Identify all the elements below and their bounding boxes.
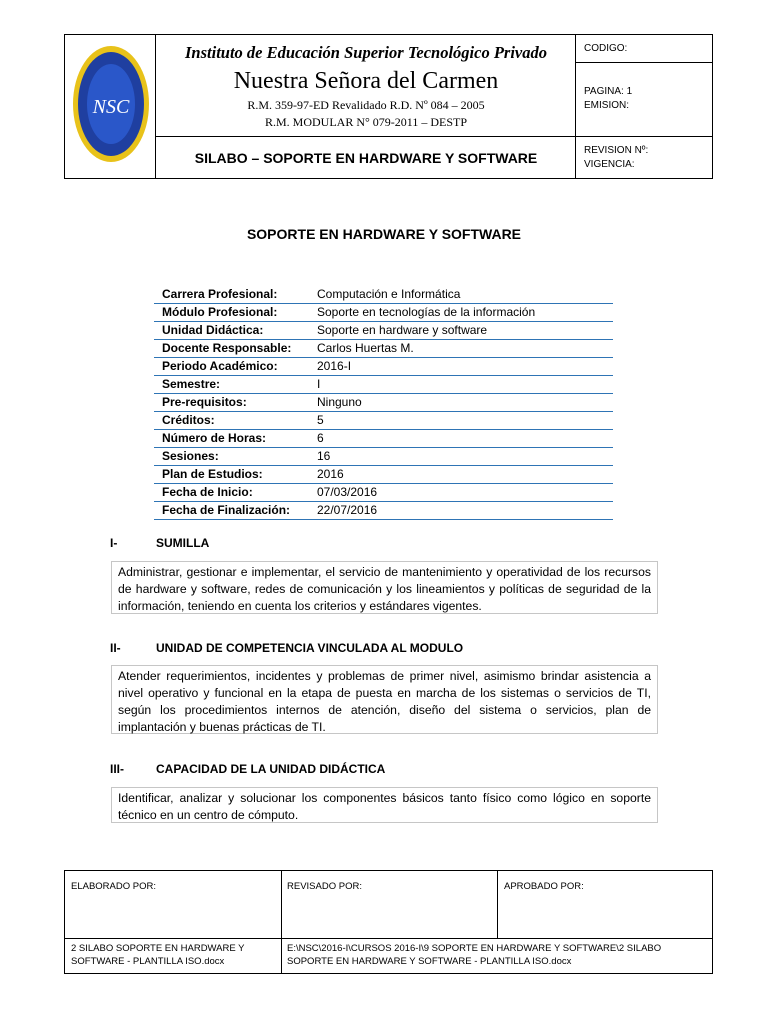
info-value: 6 — [317, 431, 324, 445]
info-row — [154, 376, 613, 394]
info-value: Soporte en tecnologías de la información — [317, 305, 536, 319]
section-number: I- — [110, 536, 118, 550]
footer-divider — [497, 871, 498, 939]
info-row — [154, 466, 613, 484]
codigo-label: CODIGO: — [584, 43, 628, 54]
info-value: I — [317, 377, 321, 391]
info-value: 16 — [317, 449, 331, 463]
info-row — [154, 358, 613, 376]
info-label: Número de Horas: — [162, 431, 267, 445]
info-value: 5 — [317, 413, 324, 427]
info-value: Computación e Informática — [317, 287, 461, 301]
footer-divider — [281, 871, 282, 973]
header-table — [64, 34, 713, 179]
revisado-label: REVISADO POR: — [287, 881, 362, 892]
info-row — [154, 340, 613, 358]
file-path: E:\NSC\2016-I\CURSOS 2016-I\9 SOPORTE EN HARDWARE Y SOFTWARE\2 SILABO SOPORTE EN HARDWARE Y SOFTWARE - PLANTILLA ISO.docx — [287, 943, 662, 967]
info-row — [154, 430, 613, 448]
course-info-table — [154, 286, 613, 520]
info-label: Unidad Didáctica: — [162, 323, 264, 337]
info-value: Ninguno — [317, 395, 362, 409]
vigencia-label: VIGENCIA: — [584, 159, 635, 170]
institute-name: Nuestra Señora del Carmen — [233, 68, 499, 94]
capacidad-text: Identificar, analizar y solucionar los componentes básicos tanto físico como lógico en soporte técnico en un centro de cómputo. — [111, 787, 658, 823]
section-title-competencia: UNIDAD DE COMPETENCIA VINCULADA AL MODULO — [156, 641, 464, 655]
info-label: Fecha de Finalización: — [162, 503, 291, 517]
syllabus-title: SILABO – SOPORTE EN HARDWARE Y SOFTWARE — [194, 150, 538, 166]
info-label: Semestre: — [162, 377, 221, 391]
resolution-line-2: R.M. MODULAR N° 079-2011 – DESTP — [264, 115, 468, 129]
info-label: Módulo Profesional: — [162, 305, 278, 319]
revision-label: REVISION Nº: — [584, 145, 649, 156]
info-row — [154, 304, 613, 322]
info-value: 07/03/2016 — [317, 485, 378, 499]
header-divider — [155, 35, 156, 178]
emision-label: EMISION: — [584, 100, 630, 111]
info-label: Fecha de Inicio: — [162, 485, 253, 499]
info-label: Pre-requisitos: — [162, 395, 247, 409]
info-label: Periodo Académico: — [162, 359, 278, 373]
section-title-sumilla: SUMILLA — [156, 536, 210, 550]
info-row — [154, 394, 613, 412]
section-title-capacidad: CAPACIDAD DE LA UNIDAD DIDÁCTICA — [156, 762, 386, 776]
competencia-text: Atender requerimientos, incidentes y problemas de primer nivel, asimismo brindar asistencia a nivel operativo y funcional en la etapa de puesta en marcha de los sistemas o servicios de TI, según los procedimientos internos de atención, diseño del sistema o servicios, plan de implantación y buenas prácticas de TI. — [111, 665, 658, 734]
elaborado-label: ELABORADO POR: — [71, 881, 156, 892]
info-row — [154, 412, 613, 430]
info-row — [154, 448, 613, 466]
info-label: Créditos: — [162, 413, 215, 427]
info-value: 2016 — [317, 467, 344, 481]
info-value: 2016-I — [317, 359, 352, 373]
info-label: Docente Responsable: — [162, 341, 292, 355]
info-label: Sesiones: — [162, 449, 219, 463]
document-title: SOPORTE EN HARDWARE Y SOFTWARE — [246, 226, 522, 242]
svg-text:NSC: NSC — [92, 96, 130, 118]
footer-divider — [65, 938, 712, 939]
institute-type: Instituto de Educación Superior Tecnológico Privado — [185, 43, 547, 62]
info-value: Carlos Huertas M. — [317, 341, 414, 355]
section-number: III- — [110, 762, 124, 776]
pagina-label: PAGINA: 1 — [584, 86, 633, 97]
file-name: 2 SILABO SOPORTE EN HARDWARE Y SOFTWARE - PLANTILLA ISO.docx — [71, 943, 245, 967]
info-value: Soporte en hardware y software — [317, 323, 488, 337]
info-row — [154, 286, 613, 304]
info-label: Carrera Profesional: — [162, 287, 278, 301]
footer-table — [64, 870, 713, 974]
info-row — [154, 322, 613, 340]
institute-logo — [69, 41, 153, 167]
header-divider — [155, 136, 712, 137]
sumilla-text: Administrar, gestionar e implementar, el servicio de mantenimiento y operatividad de los recursos de hardware y software, redes de comunicación y los lineamientos y políticas de seguridad de la información, teniendo en cuenta los criterios y estándares vigentes. — [111, 561, 658, 614]
resolution-line-1: R.M. 359-97-ED Revalidado R.D. Nº 084 – 2005 — [247, 98, 485, 112]
info-row — [154, 484, 613, 502]
info-value: 22/07/2016 — [317, 503, 378, 517]
aprobado-label: APROBADO POR: — [504, 881, 584, 892]
section-number: II- — [110, 641, 121, 655]
info-label: Plan de Estudios: — [162, 467, 263, 481]
header-divider — [575, 35, 576, 178]
header-divider — [575, 62, 712, 63]
info-row — [154, 502, 613, 520]
